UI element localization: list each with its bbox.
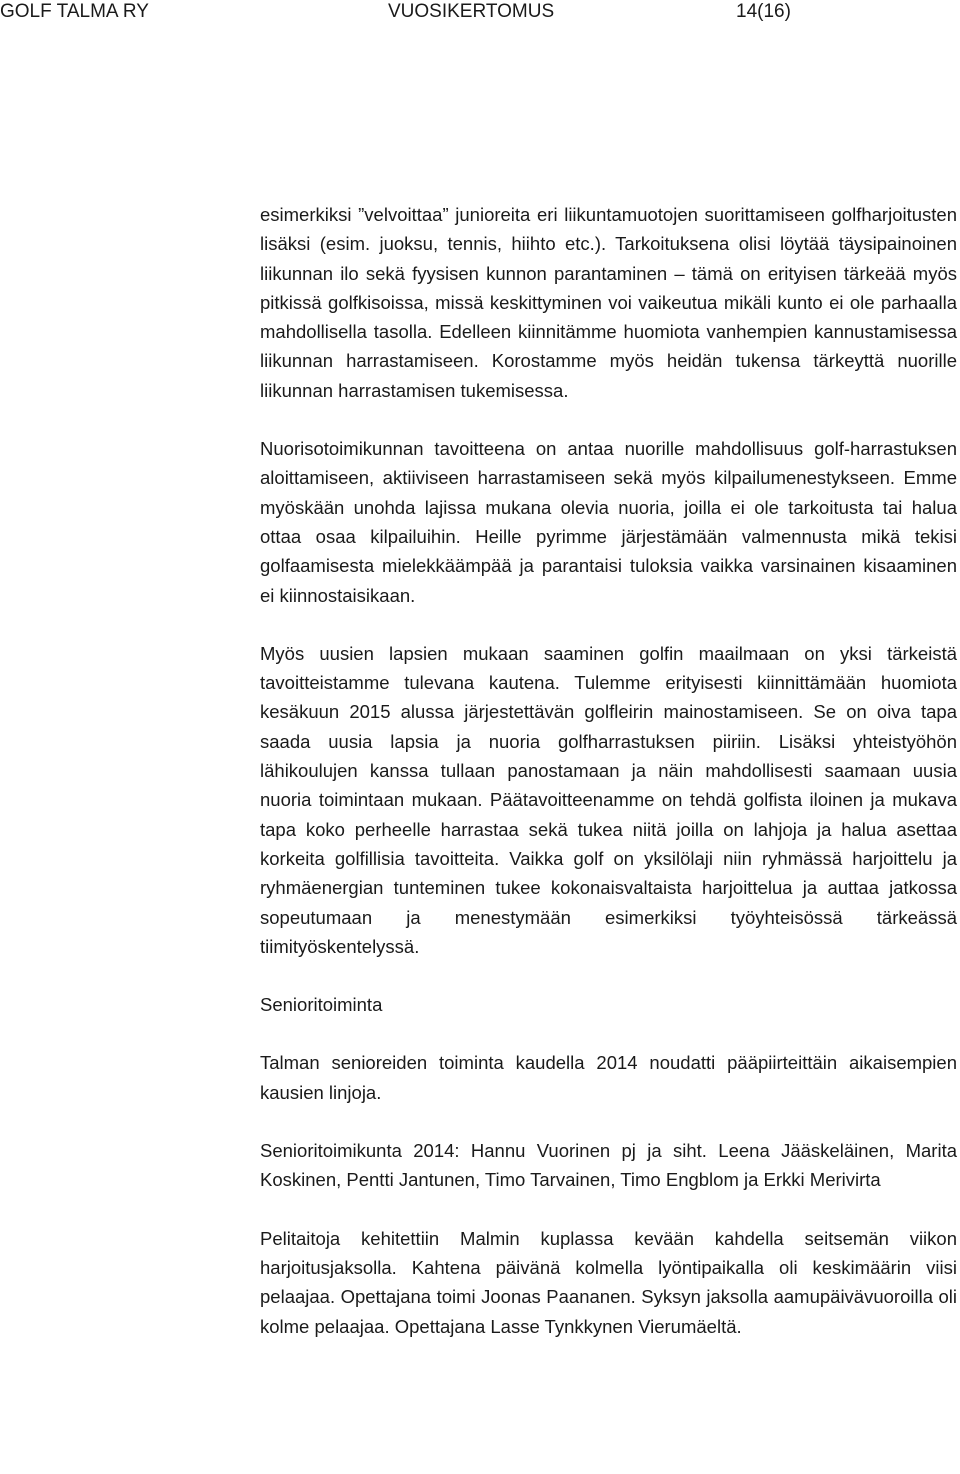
header-document-title: VUOSIKERTOMUS [388,1,555,22]
paragraph-senior-training: Pelitaitoja kehitettiin Malmin kuplassa kevään kahdella seitsemän viikon harjoitusjaksolla. Kahtena päivänä kolmella lyöntipaikalla oli keskimäärin viisi pelaajaa. Opettajana toimi Joonas Paananen. Syksyn jaksolla aamupäivävuoroilla oli kolme pelaajaa. Opettajana Lasse Tynkkynen Vierumäeltä. [260,1227,957,1337]
paragraph-senior-season: Talman senioreiden toiminta kaudella 2014 noudatti pääpiirteittäin aikaisempien kausien linjoja. [260,1052,957,1103]
section-heading-senior: Senioritoiminta [260,994,383,1016]
paragraph-new-children: Myös uusien lapsien mukaan saaminen golfin maailmaan on yksi tärkeistä tavoitteistamme tulevana kautena. Tulemme erityisesti kiinnittämään huomiota kesäkuun 2015 alussa järjestettävän golfleirin mainostamiseen. Se on oiva tapa saada uusia lapsia ja nuoria golfharrastuksen piiriin. Lisäksi yhteistyöhön lähikoulujen kanssa tullaan panostamaan ja näin mahdollisesti saamaan uusia nuoria toimintaan mukaan. Päätavoitteenamme on tehdä golfista iloinen ja mukava tapa koko perheelle harrastaa sekä tukea niitä joilla on lahjoja ja halua asettaa korkeita golfillisia tavoitteita. Vaikka golf on yksilölaji niin ryhmässä harjoittelu ja ryhmäenergian tunteminen tukee kokonaisvaltaista harjoittelua ja auttaa jatkossa sopeutumaan ja menestymään esimerkiksi työyhteisössä tärkeässä tiimityöskentelyssä. [260,642,957,957]
document-body [260,200,957,1370]
paragraph-youth-committee-goals: Nuorisotoimikunnan tavoitteena on antaa nuorille mahdollisuus golf-harrastuksen aloittamiseen, aktiiviseen harrastamiseen sekä myös kilpailumenestykseen. Emme myöskään unohda lajissa mukana olevia nuoria, joilla ei ole tarkoitusta tai halua ottaa osaa kilpailuihin. Heille pyrimme järjestämään valmennusta mikä tekisi golfaamisesta mielekkäämpää ja parantaisi tuloksia vaikka varsinainen kisaaminen ei kiinnostaisikaan. [260,438,957,606]
page-header [0,0,960,24]
paragraph-exercise: esimerkiksi ”velvoittaa” junioreita eri liikuntamuotojen suorittamiseen golfharjoitusten lisäksi (esim. juoksu, tennis, hiihto etc.). Tarkoituksena olisi löytää täysipainoinen liikunnan ilo sekä fyysisen kunnon parantaminen – tämä on erityisen tärkeää myös pitkissä golfkisoissa, missä keskittyminen voi vaikeutua mikäli kunto ei ole parhaalla mahdollisella tasolla. Edelleen kiinnitämme huomiota vanhempien kannustamisessa liikunnan harrastamiseen. Korostamme myös heidän tukensa tärkeyttä nuorille liikunnan harrastamisen tukemisessa. [260,204,957,401]
paragraph-senior-committee: Senioritoimikunta 2014: Hannu Vuorinen pj ja siht. Leena Jääskeläinen, Marita Koskinen, Pentti Jantunen, Timo Tarvainen, Timo Engblom ja Erkki Merivirta [260,1140,957,1191]
header-organization: GOLF TALMA RY [0,1,149,22]
header-page-number: 14(16) [736,1,791,22]
